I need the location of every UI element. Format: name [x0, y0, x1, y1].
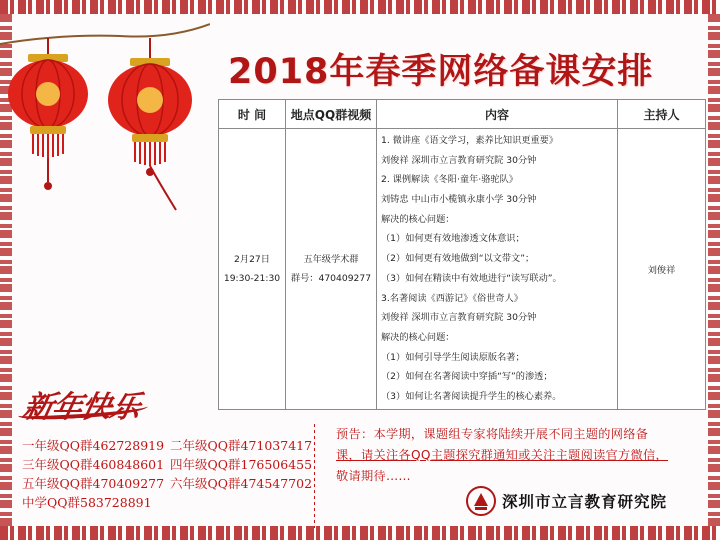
place-group-name: 五年级学术群: [303, 253, 359, 265]
content-line: 1. 微讲座《语文学习，素养比知识更重要》: [381, 135, 559, 146]
announcement-line2-post: 主题探究群通知或关注主题阅读官方微信，: [430, 448, 668, 462]
content-line: 刘俊祥 深圳市立言教育研究院 30分钟: [381, 154, 537, 166]
content-line: （1）如何更有效地渗透文体意识；: [381, 233, 525, 245]
qq-group-middle-school: 中学QQ群583728891: [22, 495, 152, 510]
content-line: （2）如何在名著阅读中穿插“写”的渗透；: [381, 371, 553, 383]
content-line: （3）如何在精读中有效地进行“读写联动”。: [381, 272, 562, 284]
header-content: 内容: [377, 100, 618, 129]
table-header-row: [219, 100, 706, 129]
qq-group-grade6: 六年级QQ群474547702: [170, 476, 313, 491]
right-lantern-icon: [108, 38, 192, 210]
header-place: 地点QQ群视频: [286, 100, 377, 129]
announcement: [336, 424, 700, 487]
place-group-number: 群号：470409277: [290, 272, 372, 284]
qq-group-grade4: 四年级QQ群176506455: [170, 457, 313, 472]
announcement-line2-pre: 课，请关注各: [336, 448, 411, 462]
left-lantern-icon: [8, 38, 88, 190]
content-line: 解决的核心问题：: [381, 331, 455, 343]
content-line: （3）如何让名著阅读提升学生的核心素养。: [381, 390, 562, 402]
content-line: （2）如何更有效地做到“以文带文”；: [381, 253, 535, 265]
top-fret-border: [0, 0, 720, 14]
institute-name: 深圳市立言教育研究院: [502, 493, 668, 511]
content-line: 解决的核心问题：: [381, 213, 455, 225]
content-line: 2. 课例解读《冬阳·童年·骆驼队》: [381, 174, 518, 186]
institute-logo-icon: [466, 486, 496, 516]
qq-group-grade2: 二年级QQ群471037417: [170, 438, 313, 453]
header-time: 时 间: [219, 100, 286, 129]
lantern-decoration: [0, 14, 210, 219]
content-line: 刘铸忠 中山市小榄镇永康小学 30分钟: [381, 194, 537, 206]
cell-time: [219, 129, 286, 410]
content-line: 3.名著阅读《西游记》《俗世奇人》: [381, 292, 523, 304]
cell-place: [286, 129, 377, 410]
announcement-line2: [336, 445, 700, 466]
announcement-qq: QQ: [410, 448, 431, 462]
qq-group-grade5: 五年级QQ群470409277: [22, 476, 165, 491]
table-row: [219, 129, 706, 410]
qq-group-grade3: 三年级QQ群460848601: [22, 457, 165, 472]
schedule-table: [218, 99, 706, 410]
divider: [314, 424, 315, 528]
content-line: 刘俊祥 深圳市立言教育研究院 30分钟: [381, 312, 537, 324]
announcement-line1: 预告：本学期，课题组专家将陆续开展不同主题的网络备: [336, 427, 649, 441]
session-date: 2月27日: [234, 253, 270, 265]
bottom-fret-border: [0, 526, 720, 540]
content-line: （1）如何引导学生阅读原版名著；: [381, 351, 525, 363]
right-fret-border: [708, 14, 720, 526]
session-time: 19:30-21:30: [223, 272, 281, 284]
header-host: 主持人: [618, 100, 706, 129]
announcement-line3: 敬请期待……: [336, 469, 411, 483]
qq-group-grade1: 一年级QQ群462728919: [22, 438, 165, 453]
cell-content: [377, 129, 618, 410]
new-year-greeting: 新年快乐: [19, 390, 143, 425]
cell-host: 刘俊祥: [618, 129, 706, 410]
page-title: 2018年春季网络备课安排: [228, 52, 654, 92]
